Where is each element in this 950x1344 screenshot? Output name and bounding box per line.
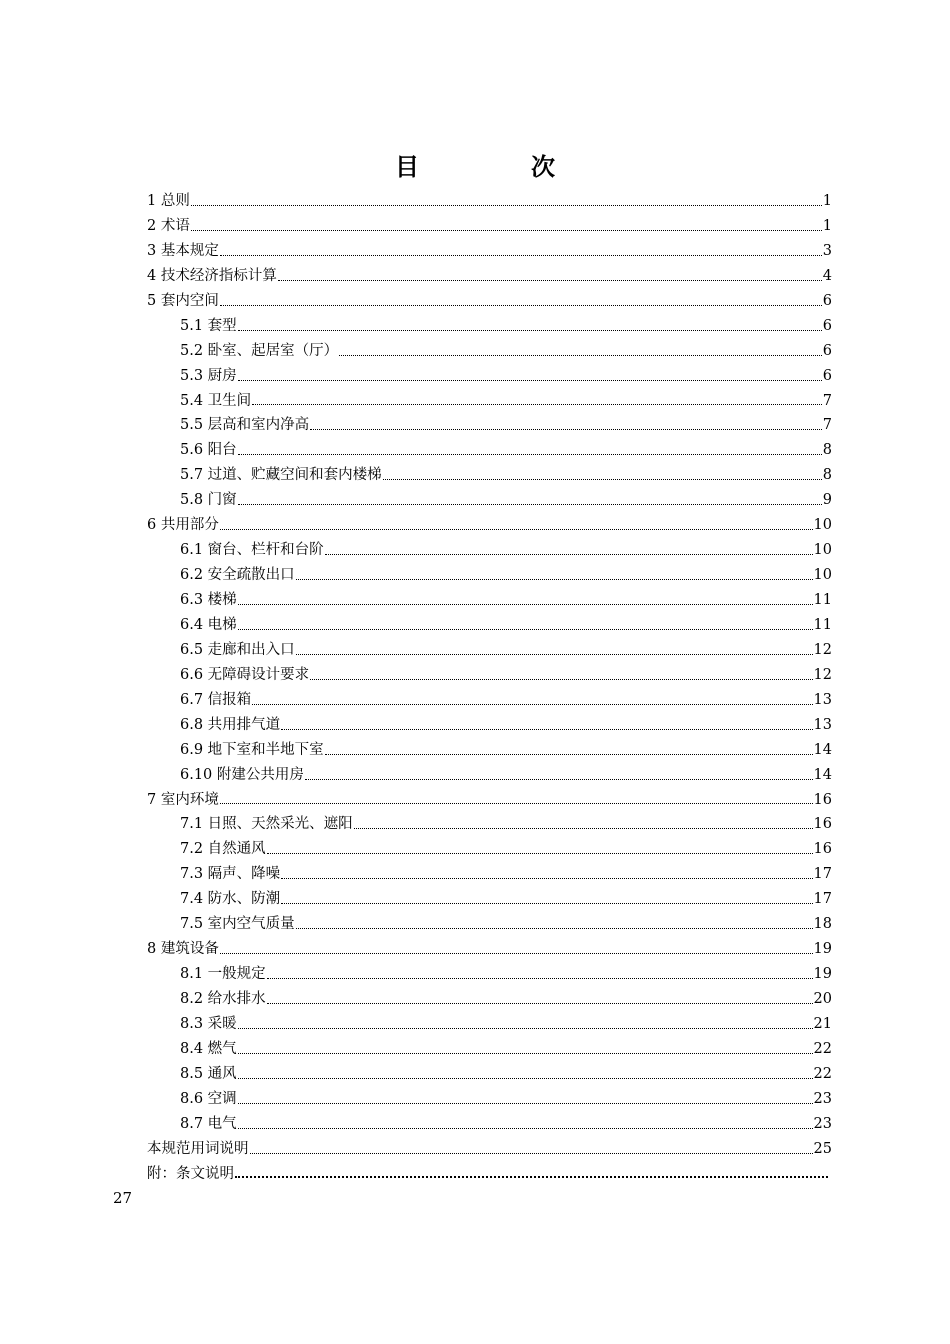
toc-entry[interactable] bbox=[147, 189, 832, 214]
toc-entry[interactable] bbox=[147, 837, 832, 862]
toc-entry-label: 8.7 电气 bbox=[180, 1115, 237, 1132]
toc-entry-label: 7.3 隔声、降噪 bbox=[180, 866, 281, 883]
toc-entry-label: 8.4 燃气 bbox=[180, 1040, 237, 1057]
toc-entry-page: 6 bbox=[822, 292, 832, 309]
toc-dot-leader bbox=[220, 803, 813, 804]
toc-entry[interactable] bbox=[147, 738, 832, 763]
toc-entry[interactable] bbox=[147, 214, 832, 239]
toc-dot-leader bbox=[252, 404, 822, 405]
toc-entry-label: 6.8 共用排气道 bbox=[180, 716, 281, 733]
toc-entry[interactable] bbox=[147, 937, 832, 962]
toc-dot-leader bbox=[281, 903, 812, 904]
toc-entry-label: 7.1 日照、天然采光、遮阳 bbox=[180, 816, 353, 833]
toc-entry[interactable] bbox=[147, 613, 832, 638]
toc-entry-label: 8.3 采暖 bbox=[180, 1015, 237, 1032]
toc-entry-label: 5 套内空间 bbox=[147, 292, 219, 309]
toc-dot-leader bbox=[238, 1053, 813, 1054]
toc-entry-label: 8.2 给水排水 bbox=[180, 991, 266, 1007]
toc-entry-page: 6 bbox=[822, 317, 832, 334]
toc-entry[interactable] bbox=[147, 438, 832, 463]
toc-entry[interactable] bbox=[147, 962, 832, 987]
toc-entry-page: 3 bbox=[822, 242, 832, 259]
toc-dot-leader bbox=[310, 429, 822, 430]
toc-entry-page: 13 bbox=[813, 691, 832, 708]
toc-entry-label: 2 术语 bbox=[147, 217, 190, 234]
toc-entry-label: 6.6 无障碍设计要求 bbox=[180, 666, 310, 683]
toc-dot-leader bbox=[267, 1003, 813, 1004]
toc-entry[interactable] bbox=[147, 239, 832, 264]
toc-entry-page: 22 bbox=[813, 1065, 832, 1082]
toc-entry[interactable] bbox=[147, 538, 832, 563]
toc-entry-page: 17 bbox=[813, 891, 832, 908]
toc-entry[interactable] bbox=[147, 463, 832, 488]
toc-entry-label: 5.1 套型 bbox=[180, 317, 237, 334]
toc-entry[interactable] bbox=[147, 314, 832, 339]
toc-entry-label: 6 共用部分 bbox=[147, 517, 219, 534]
toc-entry-label: 5.5 层高和室内净高 bbox=[180, 417, 310, 434]
toc-dot-leader bbox=[383, 479, 822, 480]
toc-entry-page: 10 bbox=[813, 567, 832, 584]
toc-dot-leader bbox=[191, 205, 822, 206]
toc-entry-label: 8.6 空调 bbox=[180, 1090, 237, 1107]
toc-dot-leader bbox=[267, 853, 813, 854]
toc-entry-label: 附：条文说明 bbox=[147, 1165, 234, 1182]
toc-entry[interactable] bbox=[147, 413, 832, 438]
toc-entry-page: 14 bbox=[813, 741, 832, 758]
toc-entry-label: 5.4 卫生间 bbox=[180, 392, 252, 409]
toc-dot-leader bbox=[220, 305, 822, 306]
toc-entry[interactable] bbox=[147, 688, 832, 713]
toc-entry-page: 25 bbox=[813, 1140, 832, 1157]
toc-entry[interactable] bbox=[147, 1112, 832, 1137]
toc-dot-leader bbox=[267, 978, 813, 979]
toc-dot-leader bbox=[238, 1103, 813, 1104]
toc-entry-label: 6.5 走廊和出入口 bbox=[180, 641, 295, 658]
toc-entry[interactable] bbox=[147, 563, 832, 588]
toc-entry-page: 6 bbox=[822, 342, 832, 359]
toc-dot-leader bbox=[238, 1128, 813, 1129]
toc-entry-page: 21 bbox=[813, 1015, 832, 1032]
toc-dot-leader bbox=[310, 679, 812, 680]
toc-entry-label: 6.1 窗台、栏杆和台阶 bbox=[180, 542, 324, 559]
toc-dot-leader bbox=[296, 654, 813, 655]
toc-entry-label: 7.4 防水、防潮 bbox=[180, 891, 281, 908]
toc-dot-leader bbox=[252, 704, 812, 705]
toc-entry[interactable] bbox=[147, 588, 832, 613]
toc-entry-page: 6 bbox=[822, 367, 832, 384]
toc-dot-leader bbox=[220, 255, 822, 256]
toc-entry[interactable] bbox=[147, 812, 832, 837]
toc-dot-leader bbox=[281, 878, 812, 879]
toc-dot-leader bbox=[238, 629, 813, 630]
toc-entry[interactable] bbox=[147, 912, 832, 937]
toc-entry[interactable] bbox=[147, 862, 832, 887]
toc-dot-leader bbox=[191, 230, 822, 231]
toc-entry[interactable] bbox=[147, 1087, 832, 1112]
toc-dot-leader bbox=[220, 529, 813, 530]
toc-entry-label: 6.7 信报箱 bbox=[180, 691, 252, 708]
toc-entry-page: 16 bbox=[813, 841, 832, 858]
toc-entry[interactable] bbox=[147, 1162, 832, 1187]
toc-dot-leader bbox=[238, 1028, 813, 1029]
toc-entry-label: 8 建筑设备 bbox=[147, 941, 219, 958]
toc-dot-leader bbox=[305, 779, 813, 780]
toc-dot-leader bbox=[278, 280, 822, 281]
toc-entry-page: 17 bbox=[813, 866, 832, 883]
toc-entry-label: 5.6 阳台 bbox=[180, 442, 237, 459]
toc-dot-leader bbox=[238, 504, 822, 505]
toc-dot-leader bbox=[296, 579, 813, 580]
table-of-contents bbox=[147, 189, 832, 1187]
toc-dot-leader bbox=[296, 928, 813, 929]
toc-entry[interactable] bbox=[147, 1062, 832, 1087]
toc-entry-page: 1 bbox=[822, 193, 832, 209]
toc-entry-page: 1 bbox=[822, 217, 832, 234]
toc-entry-label: 8.5 通风 bbox=[180, 1065, 237, 1082]
toc-entry-label: 本规范用词说明 bbox=[147, 1140, 249, 1157]
toc-entry-label: 6.10 附建公共用房 bbox=[180, 766, 304, 783]
toc-entry[interactable] bbox=[147, 638, 832, 663]
toc-dot-leader bbox=[250, 1153, 813, 1154]
toc-entry[interactable] bbox=[147, 887, 832, 912]
toc-entry[interactable] bbox=[147, 1012, 832, 1037]
toc-entry-label: 1 总则 bbox=[147, 193, 190, 209]
toc-dot-leader bbox=[238, 1078, 813, 1079]
toc-dot-leader bbox=[325, 754, 813, 755]
toc-dot-leader bbox=[235, 1176, 828, 1178]
toc-entry-page: 4 bbox=[822, 267, 832, 284]
toc-dot-leader bbox=[339, 355, 822, 356]
toc-entry[interactable] bbox=[147, 763, 832, 788]
toc-dot-leader bbox=[238, 380, 822, 381]
toc-entry-page: 11 bbox=[813, 616, 832, 633]
toc-entry[interactable] bbox=[147, 513, 832, 538]
toc-entry-page: 9 bbox=[822, 492, 832, 509]
toc-entry-page: 10 bbox=[813, 542, 832, 559]
toc-entry-page: 7 bbox=[822, 392, 832, 409]
toc-entry-label: 6.3 楼梯 bbox=[180, 592, 237, 608]
toc-entry-page: 19 bbox=[813, 941, 832, 958]
toc-entry-page: 13 bbox=[813, 716, 832, 733]
toc-entry-page: 12 bbox=[813, 641, 832, 658]
toc-entry-label: 5.2 卧室、起居室（厅） bbox=[180, 342, 339, 359]
toc-entry[interactable] bbox=[147, 339, 832, 364]
toc-dot-leader bbox=[281, 729, 812, 730]
toc-entry-label: 7.2 自然通风 bbox=[180, 841, 266, 858]
toc-entry[interactable] bbox=[147, 1037, 832, 1062]
toc-entry[interactable] bbox=[147, 389, 832, 414]
toc-entry[interactable] bbox=[147, 264, 832, 289]
toc-entry-label: 4 技术经济指标计算 bbox=[147, 267, 277, 284]
toc-entry-label: 7.5 室内空气质量 bbox=[180, 916, 295, 933]
toc-entry-label: 6.9 地下室和半地下室 bbox=[180, 741, 324, 758]
toc-entry-page: 12 bbox=[813, 666, 832, 683]
toc-entry[interactable] bbox=[147, 1137, 832, 1162]
toc-dot-leader bbox=[238, 330, 822, 331]
toc-entry[interactable] bbox=[147, 488, 832, 513]
toc-entry-label: 7 室内环境 bbox=[147, 791, 219, 808]
toc-entry-label: 3 基本规定 bbox=[147, 242, 219, 259]
toc-entry-page: 10 bbox=[813, 517, 832, 534]
toc-dot-leader bbox=[220, 953, 813, 954]
page-title: 目 次 bbox=[395, 152, 599, 182]
toc-entry-page: 16 bbox=[813, 791, 832, 808]
toc-entry-label: 6.2 安全疏散出口 bbox=[180, 567, 295, 584]
toc-dot-leader bbox=[238, 454, 822, 455]
toc-entry-page: 23 bbox=[813, 1090, 832, 1107]
toc-entry[interactable] bbox=[147, 364, 832, 389]
toc-entry-page: 14 bbox=[813, 766, 832, 783]
toc-entry-label: 5.3 厨房 bbox=[180, 367, 237, 384]
toc-entry-label: 6.4 电梯 bbox=[180, 616, 237, 633]
toc-entry[interactable] bbox=[147, 663, 832, 688]
toc-entry-page: 18 bbox=[813, 916, 832, 933]
toc-entry-page: 7 bbox=[822, 417, 832, 434]
toc-entry-page: 20 bbox=[813, 991, 832, 1007]
toc-entry[interactable] bbox=[147, 713, 832, 738]
toc-dot-leader bbox=[325, 554, 813, 555]
toc-entry[interactable] bbox=[147, 788, 832, 813]
toc-dot-leader bbox=[238, 604, 813, 605]
toc-entry[interactable] bbox=[147, 987, 832, 1012]
page-number: 27 bbox=[113, 1189, 133, 1207]
toc-entry-page: 16 bbox=[813, 816, 832, 833]
toc-entry-page: 19 bbox=[813, 966, 832, 983]
toc-entry-page: 8 bbox=[822, 467, 832, 484]
toc-entry-page: 23 bbox=[813, 1115, 832, 1132]
toc-entry[interactable] bbox=[147, 289, 832, 314]
toc-entry-page: 11 bbox=[813, 592, 832, 608]
toc-entry-page: 22 bbox=[813, 1040, 832, 1057]
toc-entry-label: 5.8 门窗 bbox=[180, 492, 237, 509]
toc-dot-leader bbox=[354, 828, 813, 829]
toc-entry-label: 8.1 一般规定 bbox=[180, 966, 266, 983]
toc-entry-label: 5.7 过道、贮藏空间和套内楼梯 bbox=[180, 467, 382, 484]
toc-entry-page: 8 bbox=[822, 442, 832, 459]
